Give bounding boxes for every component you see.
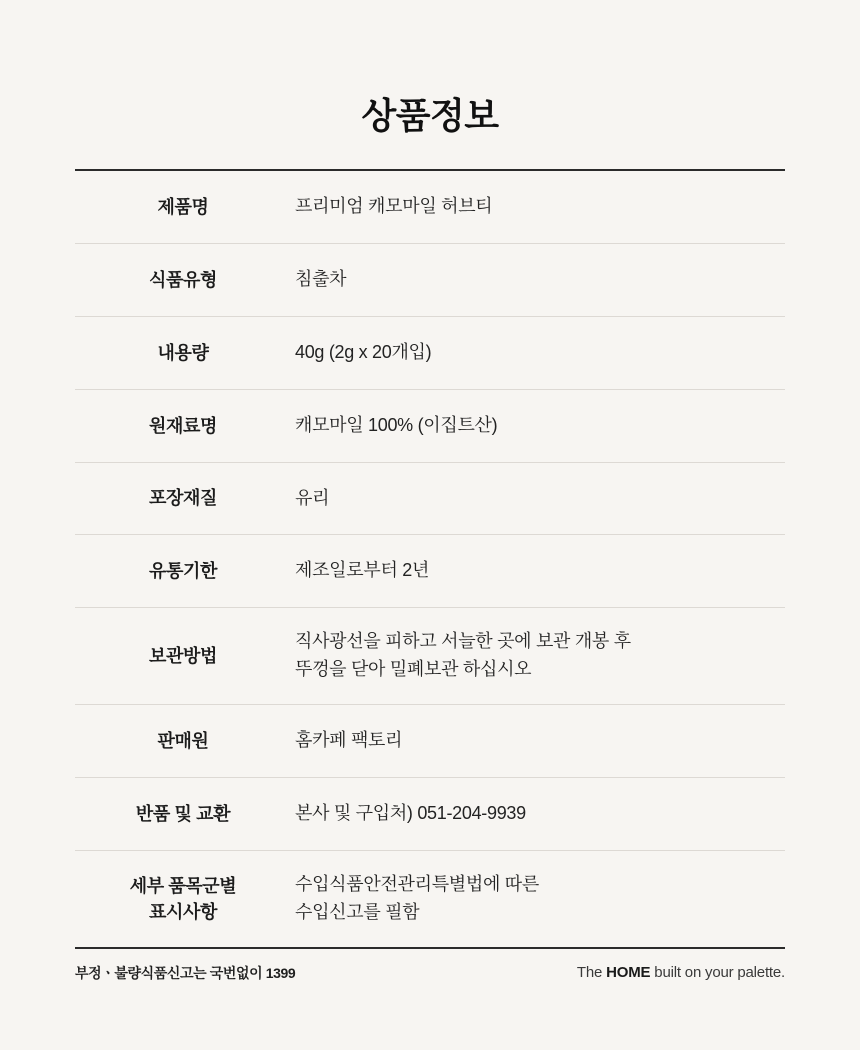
table-row: [75, 850, 785, 946]
food-report-notice: 부정ㆍ불량식품신고는 국번없이 1399: [75, 964, 296, 981]
spec-label: 판매원: [157, 731, 209, 752]
spec-value-line: 본사 및 구입처) 051-204-9939: [295, 803, 526, 824]
spec-value-line: 수입신고를 필함: [295, 901, 420, 922]
table-row: [75, 243, 785, 316]
table-row: [75, 535, 785, 608]
tagline-prefix: The: [576, 964, 607, 982]
spec-value: [291, 778, 785, 851]
table-row: [75, 462, 785, 535]
spec-value-line: 직사광선을 피하고 서늘한 곳에 보관 개봉 후: [295, 631, 631, 652]
spec-label: 원재료명: [149, 415, 217, 436]
spec-value: [291, 462, 785, 535]
spec-value: [291, 535, 785, 608]
spec-value: [291, 316, 785, 389]
spec-label: 식품유형: [149, 269, 217, 290]
brand-tagline: [577, 964, 785, 981]
spec-value: [291, 389, 785, 462]
spec-label: 포장재질: [149, 488, 217, 509]
spec-value: [291, 243, 785, 316]
spec-value: [291, 705, 785, 778]
page-title: 상품정보: [361, 95, 499, 136]
spec-label: 반품 및 교환: [135, 803, 231, 824]
spec-value-line: 40g (2g x 20개입): [295, 341, 432, 362]
spec-label: 유통기한: [149, 561, 217, 582]
page-footer: [75, 947, 785, 983]
spec-label: [75, 850, 291, 946]
spec-value: [291, 170, 785, 243]
spec-value-line: 침출차: [295, 268, 347, 289]
tagline-suffix: built on your palette.: [650, 964, 785, 982]
table-row: [75, 389, 785, 462]
spec-value: [291, 850, 785, 946]
table-row: [75, 705, 785, 778]
product-spec-table: [75, 169, 785, 947]
table-row: [75, 170, 785, 243]
spec-value-line: 뚜껑을 닫아 밀폐보관 하십시오: [295, 659, 532, 680]
brand-name: HOME: [606, 964, 651, 982]
spec-value-line: 캐모마일 100% (이집트산): [295, 414, 498, 435]
spec-label-line: 표시사항: [149, 901, 217, 922]
spec-label: 제품명: [157, 196, 209, 217]
spec-value: [291, 608, 785, 705]
spec-label: 내용량: [157, 342, 209, 363]
table-row: [75, 608, 785, 705]
spec-label: 보관방법: [149, 646, 217, 667]
table-row: [75, 778, 785, 851]
spec-table-body: [75, 170, 785, 947]
spec-value-line: 제조일로부터 2년: [295, 560, 430, 581]
spec-value-line: 홈카페 팩토리: [295, 730, 403, 751]
spec-value-line: 유리: [295, 487, 330, 508]
table-row: [75, 316, 785, 389]
spec-value-line: 수입식품안전관리특별법에 따른: [295, 873, 539, 894]
spec-label-line: 세부 품목군별: [129, 875, 237, 896]
spec-value-line: 프리미엄 캐모마일 허브티: [295, 196, 493, 216]
